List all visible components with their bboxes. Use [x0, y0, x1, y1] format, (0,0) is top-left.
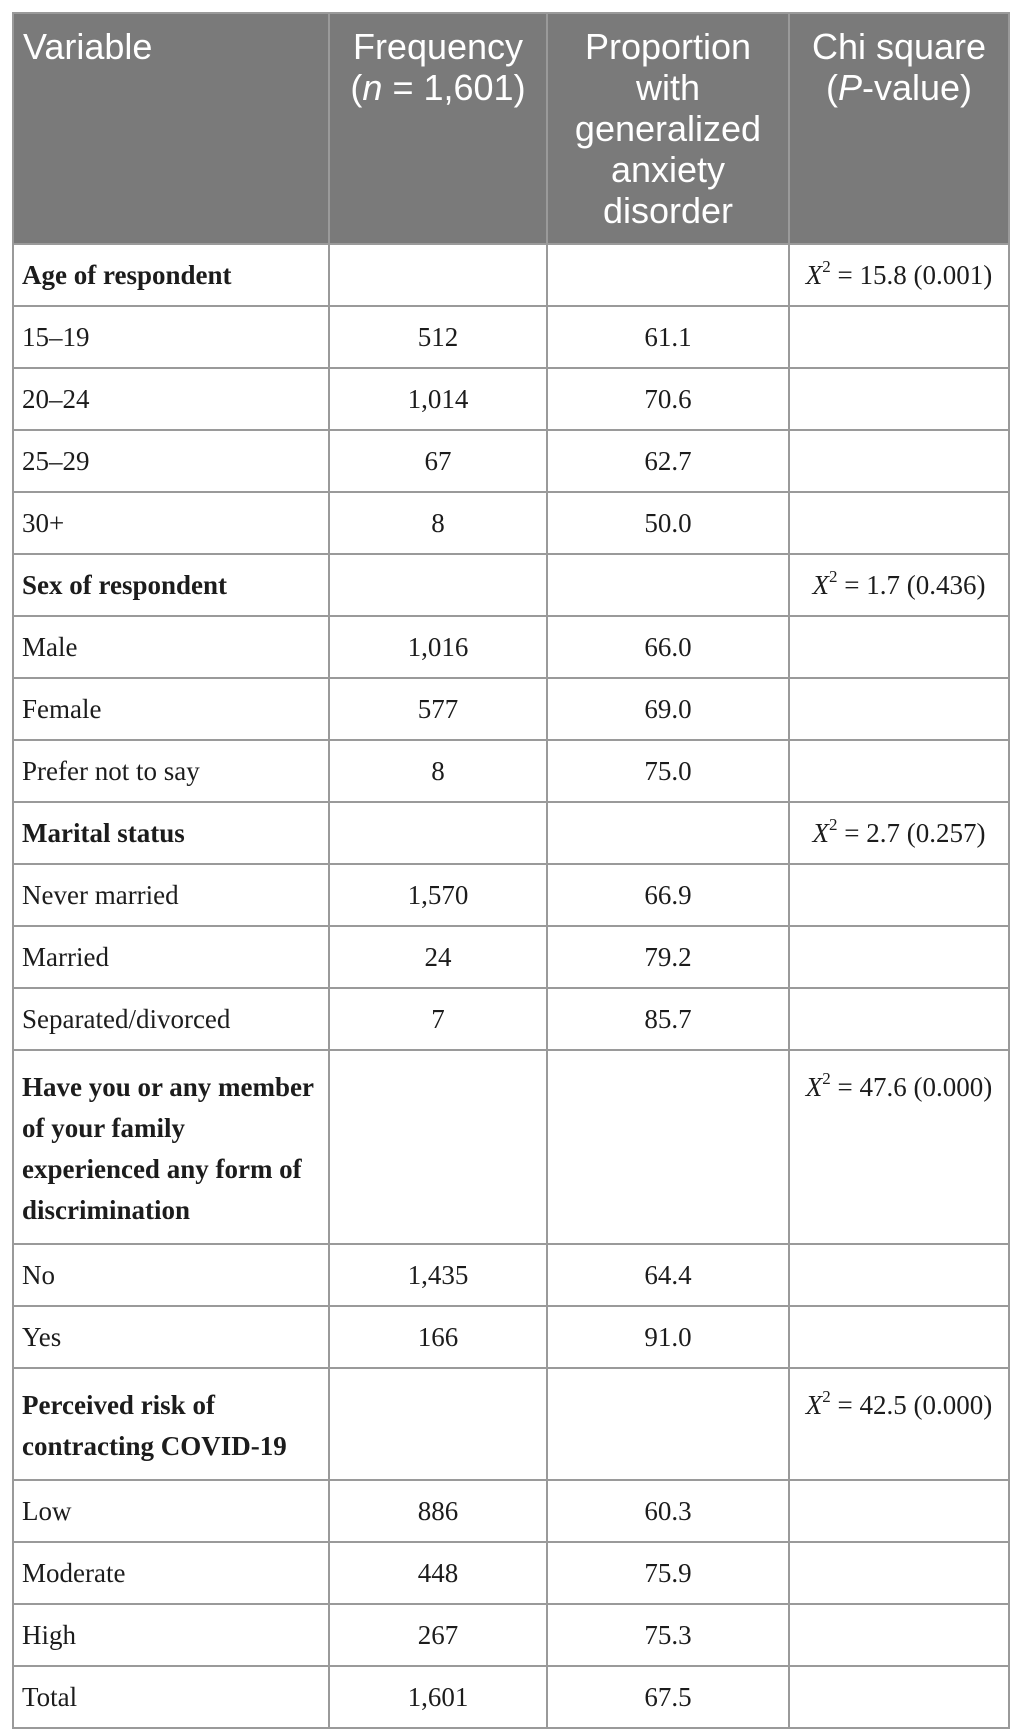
table-row	[13, 1244, 1009, 1306]
proportion-cell: 85.7	[547, 988, 789, 1050]
chi-superscript: 2	[829, 566, 838, 586]
table-row	[13, 1306, 1009, 1368]
chi-square-cell	[789, 430, 1009, 492]
chi-superscript: 2	[822, 1069, 831, 1088]
chi-value: = 1.7 (0.436)	[837, 569, 986, 600]
row-label: 25–29	[13, 430, 329, 492]
frequency-cell: 1,016	[329, 616, 547, 678]
row-label: Moderate	[13, 1542, 329, 1604]
chi-square-cell	[789, 1368, 1009, 1480]
header-frequency-open: (	[350, 67, 363, 108]
frequency-cell: 8	[329, 740, 547, 802]
chi-square-cell	[789, 1542, 1009, 1604]
header-row	[13, 13, 1009, 244]
row-label: Female	[13, 678, 329, 740]
proportion-cell: 64.4	[547, 1244, 789, 1306]
frequency-cell: 24	[329, 926, 547, 988]
header-chi-p: P	[837, 67, 862, 108]
chi-square-cell	[789, 1604, 1009, 1666]
table-body	[13, 244, 1009, 1728]
header-frequency-line1: Frequency	[352, 26, 524, 67]
category-row	[13, 1368, 1009, 1480]
frequency-cell	[329, 802, 547, 864]
chi-square-cell	[789, 1050, 1009, 1244]
table-row	[13, 1542, 1009, 1604]
header-proportion-text: Proportion with generalized anxiety disorder	[574, 26, 762, 231]
header-frequency-rest: = 1,601)	[382, 67, 526, 108]
chi-value: = 47.6 (0.000)	[830, 1072, 993, 1102]
header-chi-rest: -value)	[861, 67, 973, 108]
chi-square-cell	[789, 492, 1009, 554]
chi-value: = 15.8 (0.001)	[830, 259, 993, 290]
proportion-cell: 67.5	[547, 1666, 789, 1728]
frequency-cell: 267	[329, 1604, 547, 1666]
proportion-cell: 75.0	[547, 740, 789, 802]
proportion-cell: 75.3	[547, 1604, 789, 1666]
header-chi-line1: Chi square	[811, 26, 987, 67]
chi-square-cell	[789, 802, 1009, 864]
table-header	[13, 13, 1009, 244]
frequency-cell: 166	[329, 1306, 547, 1368]
proportion-cell	[547, 554, 789, 616]
proportion-cell: 66.0	[547, 616, 789, 678]
frequency-cell: 1,570	[329, 864, 547, 926]
category-row	[13, 1050, 1009, 1244]
frequency-cell: 7	[329, 988, 547, 1050]
frequency-cell: 1,435	[329, 1244, 547, 1306]
proportion-cell: 69.0	[547, 678, 789, 740]
proportion-cell: 61.1	[547, 306, 789, 368]
chi-symbol: X	[812, 569, 830, 600]
row-label: Never married	[13, 864, 329, 926]
chi-value: = 2.7 (0.257)	[837, 817, 986, 848]
table-row	[13, 430, 1009, 492]
chi-square-cell	[789, 864, 1009, 926]
row-label: 15–19	[13, 306, 329, 368]
category-label: Marital status	[13, 802, 329, 864]
chi-symbol: X	[805, 259, 823, 290]
header-variable	[13, 13, 329, 244]
chi-square-cell	[789, 678, 1009, 740]
table-row	[13, 1480, 1009, 1542]
frequency-cell: 1,014	[329, 368, 547, 430]
chi-superscript: 2	[822, 256, 831, 276]
frequency-cell: 8	[329, 492, 547, 554]
chi-square-cell	[789, 1306, 1009, 1368]
header-chi-square	[789, 13, 1009, 244]
chi-square-cell	[789, 1666, 1009, 1728]
proportion-cell	[547, 802, 789, 864]
row-label: No	[13, 1244, 329, 1306]
proportion-cell: 75.9	[547, 1542, 789, 1604]
proportion-cell	[547, 1050, 789, 1244]
chi-square-cell	[789, 988, 1009, 1050]
chi-square-cell	[789, 1244, 1009, 1306]
frequency-cell: 886	[329, 1480, 547, 1542]
proportion-cell	[547, 1368, 789, 1480]
frequency-cell	[329, 1368, 547, 1480]
header-frequency	[329, 13, 547, 244]
row-label: Married	[13, 926, 329, 988]
header-proportion	[547, 13, 789, 244]
chi-value: = 42.5 (0.000)	[830, 1390, 993, 1420]
proportion-cell: 62.7	[547, 430, 789, 492]
category-label: Perceived risk of contracting COVID-19	[13, 1368, 329, 1480]
row-label: Prefer not to say	[13, 740, 329, 802]
proportion-cell: 91.0	[547, 1306, 789, 1368]
proportion-cell: 70.6	[547, 368, 789, 430]
frequency-cell: 577	[329, 678, 547, 740]
proportion-cell: 50.0	[547, 492, 789, 554]
chi-superscript: 2	[829, 814, 838, 834]
table-row	[13, 306, 1009, 368]
table-row	[13, 492, 1009, 554]
frequency-cell	[329, 554, 547, 616]
table-row	[13, 864, 1009, 926]
row-label: 30+	[13, 492, 329, 554]
chi-square-cell	[789, 926, 1009, 988]
header-variable-text: Variable	[23, 26, 153, 67]
row-label: High	[13, 1604, 329, 1666]
category-row	[13, 802, 1009, 864]
category-label: Sex of respondent	[13, 554, 329, 616]
proportion-cell	[547, 244, 789, 306]
results-table	[12, 12, 1010, 1729]
chi-square-cell	[789, 244, 1009, 306]
row-label: Total	[13, 1666, 329, 1728]
category-row	[13, 554, 1009, 616]
chi-square-cell	[789, 368, 1009, 430]
row-label: Male	[13, 616, 329, 678]
proportion-cell: 66.9	[547, 864, 789, 926]
table-row	[13, 1666, 1009, 1728]
category-row	[13, 244, 1009, 306]
proportion-cell: 79.2	[547, 926, 789, 988]
frequency-cell	[329, 1050, 547, 1244]
header-frequency-n: n	[362, 67, 383, 108]
chi-superscript: 2	[822, 1387, 831, 1406]
row-label: 20–24	[13, 368, 329, 430]
frequency-cell: 67	[329, 430, 547, 492]
table-row	[13, 740, 1009, 802]
frequency-cell: 1,601	[329, 1666, 547, 1728]
table-row	[13, 616, 1009, 678]
category-label: Have you or any member of your family experienced any form of discrimination	[13, 1050, 329, 1244]
chi-symbol: X	[805, 1072, 823, 1102]
chi-square-cell	[789, 306, 1009, 368]
table-row	[13, 926, 1009, 988]
header-chi-open: (	[825, 67, 838, 108]
chi-symbol: X	[812, 817, 830, 848]
chi-square-cell	[789, 554, 1009, 616]
table-row	[13, 368, 1009, 430]
frequency-cell: 512	[329, 306, 547, 368]
chi-square-cell	[789, 1480, 1009, 1542]
row-label: Separated/divorced	[13, 988, 329, 1050]
chi-symbol: X	[805, 1390, 823, 1420]
table-row	[13, 1604, 1009, 1666]
chi-square-cell	[789, 740, 1009, 802]
proportion-cell: 60.3	[547, 1480, 789, 1542]
category-label: Age of respondent	[13, 244, 329, 306]
frequency-cell	[329, 244, 547, 306]
frequency-cell: 448	[329, 1542, 547, 1604]
table-row	[13, 988, 1009, 1050]
chi-square-cell	[789, 616, 1009, 678]
row-label: Low	[13, 1480, 329, 1542]
row-label: Yes	[13, 1306, 329, 1368]
table-row	[13, 678, 1009, 740]
